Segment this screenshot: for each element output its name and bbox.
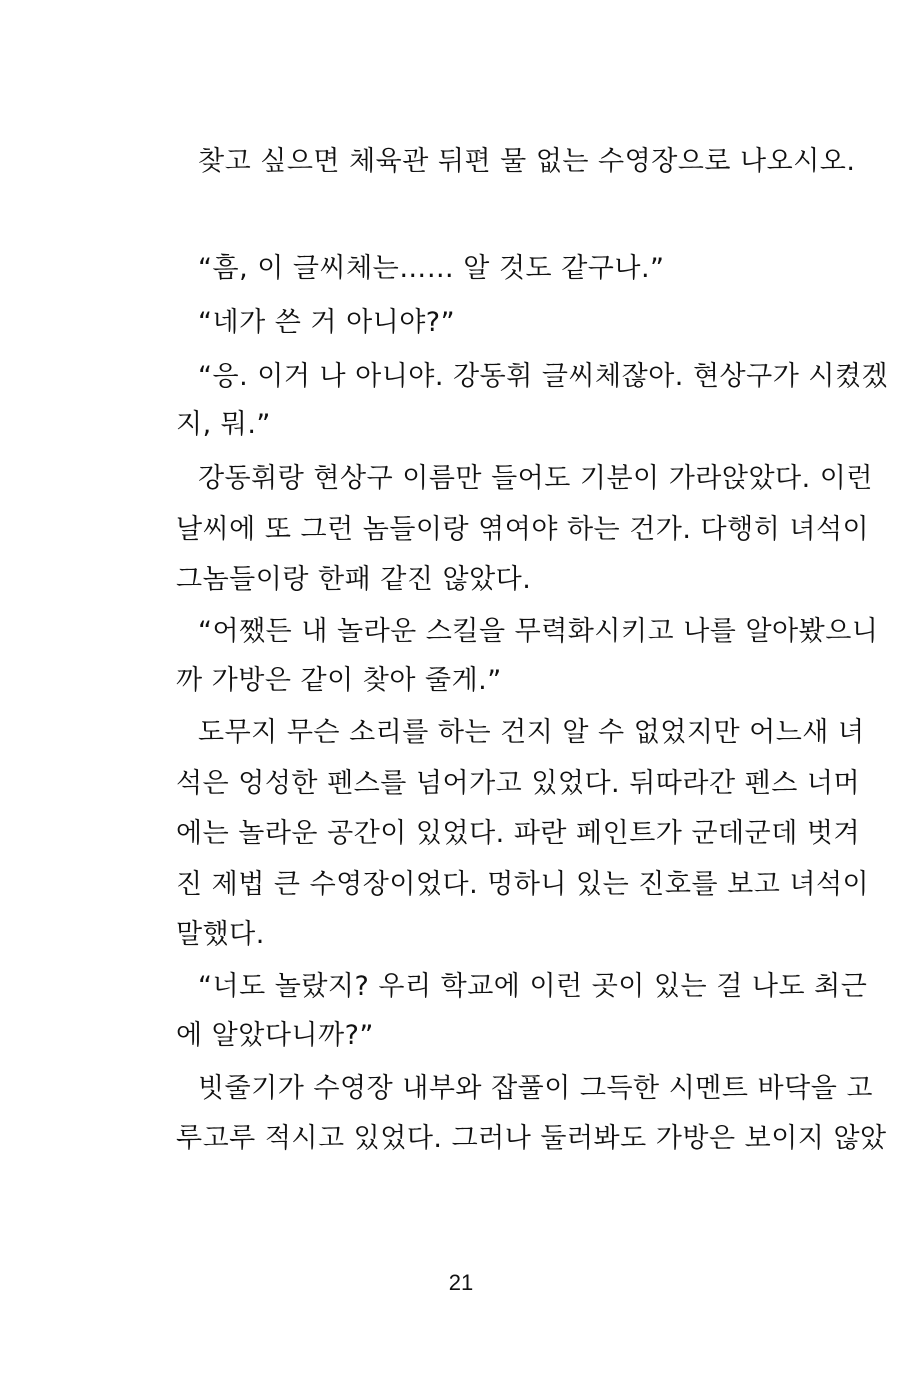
paragraph-line: 말했다. — [176, 919, 265, 950]
dialogue-line: 지, 뭐.” — [176, 409, 271, 440]
paragraph-line: 날씨에 또 그런 놈들이랑 엮여야 하는 건가. 다행히 녀석이 — [176, 514, 870, 545]
paragraph-line: 빗줄기가 수영장 내부와 잡풀이 그득한 시멘트 바닥을 고 — [198, 1073, 873, 1104]
dialogue-line: “흠, 이 글씨체는…… 알 것도 같구나.” — [198, 253, 665, 284]
dialogue-line: 까 가방은 같이 찾아 줄게.” — [176, 665, 502, 696]
paragraph-line: 도무지 무슨 소리를 하는 건지 알 수 없었지만 어느새 녀 — [198, 717, 865, 748]
page-number: 21 — [448, 1270, 474, 1295]
dialogue-line: “네가 쓴 거 아니야?” — [198, 307, 456, 338]
paragraph-line: 석은 엉성한 펜스를 넘어가고 있었다. 뒤따라간 펜스 너머 — [176, 768, 861, 799]
dialogue-line: “응. 이거 나 아니야. 강동휘 글씨체잖아. 현상구가 시켰겠 — [198, 361, 889, 392]
paragraph-line: 강동휘랑 현상구 이름만 들어도 기분이 가라앉았다. 이런 — [198, 463, 873, 494]
note-line: 찾고 싶으면 체육관 뒤편 물 없는 수영장으로 나오시오. — [198, 146, 856, 177]
paragraph-line: 에는 놀라운 공간이 있었다. 파란 페인트가 군데군데 벗겨 — [176, 818, 861, 849]
paragraph-line: 진 제법 큰 수영장이었다. 멍하니 있는 진호를 보고 녀석이 — [176, 869, 870, 900]
paragraph-line: 루고루 적시고 있었다. 그러나 둘러봐도 가방은 보이지 않았 — [176, 1123, 887, 1154]
dialogue-line: “어쨌든 내 놀라운 스킬을 무력화시키고 나를 알아봤으니 — [198, 616, 879, 647]
dialogue-line: “너도 놀랐지? 우리 학교에 이런 곳이 있는 걸 나도 최근 — [198, 971, 868, 1002]
paragraph-line: 그놈들이랑 한패 같진 않았다. — [176, 564, 532, 595]
dialogue-line: 에 알았다니까?” — [176, 1020, 374, 1051]
